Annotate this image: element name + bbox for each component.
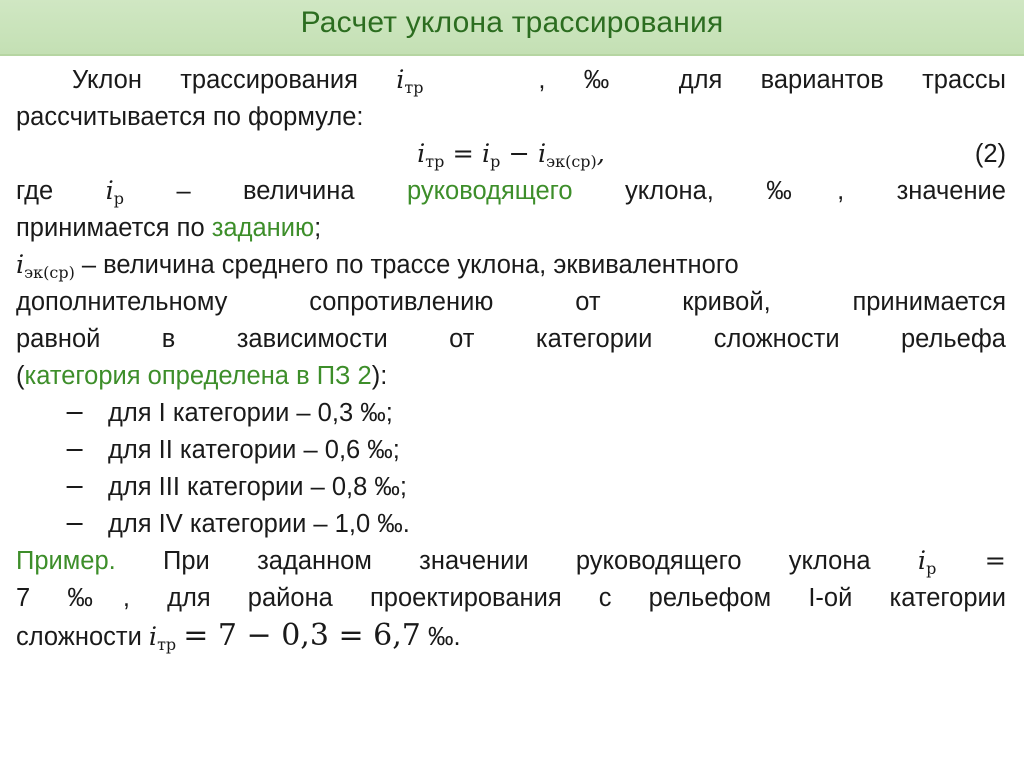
example-var-i-tr: $i_{тр}$ — [148, 622, 177, 654]
list-item: − для I категории – 0,3 ‰; — [16, 395, 1006, 432]
example-var-i-p: $i_р$ = — [917, 546, 1007, 578]
var-i-ek: $i_{эк(ср)}$ — [16, 250, 75, 282]
slide-title: Расчет уклона трассирования — [300, 6, 724, 39]
dash-icon: − — [64, 472, 86, 502]
formula — [16, 136, 1006, 173]
title-bar — [0, 0, 1024, 56]
intro-line-2: рассчитывается по формуле: — [16, 103, 364, 131]
link-zadaniyu[interactable]: заданию — [211, 214, 315, 242]
link-rukovodyashchego[interactable]: руководящего — [406, 177, 573, 205]
formula-expression: $i_{тр} = i_р - i_{эк(ср)}$, — [417, 139, 605, 171]
dash-icon: − — [64, 509, 86, 539]
var-i-p: $i_р$ — [105, 176, 125, 208]
def1-line-1: где $i_р$ – величина руководящего уклона, ‰, значение — [16, 176, 1006, 208]
def2-line-3: равной в зависимости от категории сложности рельефа — [16, 325, 1006, 353]
example-line-1: Пример. При заданном значении руководящего уклона $i_р$ = — [16, 546, 1007, 578]
dash-icon: − — [64, 435, 86, 465]
intro-text-b: , ‰ для вариантов трассы — [538, 66, 1006, 94]
example-label: Пример. — [16, 547, 116, 575]
formula-number: (2) — [974, 140, 1006, 168]
example-line-3: сложности $i_{тр} = 7 - 0,3 = 6,7$ ‰. — [16, 618, 461, 654]
def2-line-1: $i_{эк(ср)}$ – величина среднего по трассе уклона, эквивалентного — [16, 250, 739, 282]
example-calc: = 7 − 0,3 = 6,7 — [183, 618, 421, 653]
intro-line-1 — [16, 62, 1006, 99]
example-line-2: 7 ‰, для района проектирования с рельефом I-ой категории — [16, 584, 1006, 612]
list-item: − для III категории – 0,8 ‰; — [16, 469, 1006, 506]
slide-content — [16, 62, 1006, 654]
var-i-tr: $i_{тр}$ — [396, 65, 424, 97]
link-kategoriya[interactable]: категория определена в ПЗ 2 — [24, 362, 372, 390]
def2-line-4: (категория определена в ПЗ 2): — [16, 362, 388, 390]
def2-line-2: дополнительному сопротивлению от кривой, принимается — [16, 288, 1006, 316]
list-item: − для II категории – 0,6 ‰; — [16, 432, 1006, 469]
intro-text-a: Уклон трассирования — [72, 66, 358, 94]
list-item: − для IV категории – 1,0 ‰. — [16, 506, 1006, 543]
dash-icon: − — [64, 398, 86, 428]
def1-line-2: принимается по заданию; — [16, 214, 322, 242]
